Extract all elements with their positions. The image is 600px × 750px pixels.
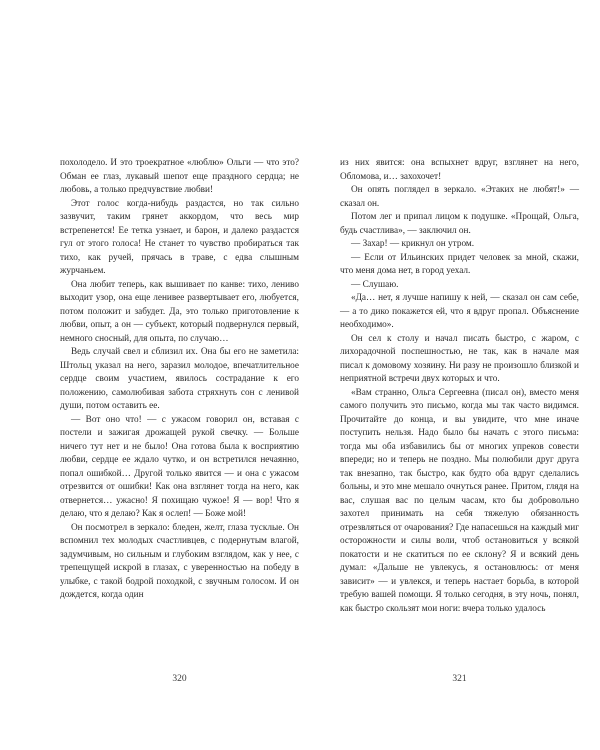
paragraph: Она любит теперь, как вышивает по канве: тихо, лениво выходит узор, она еще ленивее развертывает его, любуется, потом положит и забудет. Да, это только приготовление к любви, опыт, а он — субъект, который подвернулся первый, немного сносный, для опыта, по случаю… [60, 279, 299, 344]
paragraph: Он сел к столу и начал писать быстро, с жаром, с лихорадочной поспешностью, не так, как в начале мая писал к домовому хозяину. Ни разу не произошло близкой и неприятной встречи двух которых и что. [340, 333, 579, 384]
page-number-right: 321 [452, 674, 467, 684]
paragraph: Он посмотрел в зеркало: бледен, желт, глаза тусклые. Он вспомнил тех молодых счастливцев, с подернутым влагой, задумчивым, но сильным и глубоким взглядом, как у нее, с трепещущей искрой в глазах, с уверенностью на победу в улыбке, с такой бодрой походкой, с звучным голосом. И он дождется, когда один [60, 522, 299, 600]
page-number-left: 320 [172, 674, 187, 684]
paragraph: — Вот оно что! — с ужасом говорил он, вставая с постели и зажигая дрожащей рукой свечку. — Больше ничего тут нет и не было! Она готова была к восприятию любви, сердце ее ждало чутко, и он встретился нечаянно, попал ошибкой… Другой только явится — и она с ужасом отрезвится от ошибки! Как она взглянет тогда на него, как отвернется… ужасно! Я похищаю чужое! Я — вор! Что я делаю, что я делаю? Как я ослеп! — Боже мой! [60, 414, 299, 519]
paragraph: — Если от Ильинских придет человек за мной, скажи, что меня дома нет, в город уехал. [340, 252, 579, 276]
paragraph: — Захар! — крикнул он утром. [351, 239, 475, 249]
paragraph: Ведь случай свел и сблизил их. Она бы его не заметила: Штольц указал на него, заразил молодое, впечатлительное сердце своим участием, явилось сострадание к его положению, самолюбивая забота стряхнуть сон с ленивой души, потом оставить ее. [60, 347, 299, 411]
right-page-text [340, 157, 579, 616]
paragraph: похолодело. И это троекратное «люблю» Ольги — что это? Обман ее глаз, лукавый шепот еще праздного сердца; не любовь, а только предчувствие любви! [60, 158, 299, 195]
paragraph: Потом лег и припал лицом к подушке. «Прощай, Ольга, будь счастлива», — заключил он. [340, 212, 579, 236]
paragraph: «Да… нет, я лучше напишу к ней, — сказал он сам себе, — а то дико покажется ей, что я вдруг пропал. Объяснение необходимо». [340, 293, 579, 330]
paragraph: — Слушаю. [351, 279, 399, 290]
paragraph: Он опять поглядел в зеркало. «Этаких не любят!» — сказал он. [340, 185, 579, 209]
paragraph: из них явится: она вспыхнет вдруг, взглянет на него, Обломова, и… захохочет! [340, 158, 579, 182]
paragraph: «Вам странно, Ольга Сергеевна (писал он), вместо меня самого получить это письмо, когда мы так часто видимся. Прочитайте до конца, и вы увидите, что мне иначе поступить нельзя. Надо было бы начать с этого письма: тогда мы оба избавились бы от многих упреков совести впереди; но и теперь не поздно. Мы полюбили друг друга так внезапно, так быстро, как будто оба вдруг сделались больны, и это мне мешало очнуться ранее. Притом, глядя на вас, слушая вас по целым часам, кто бы добровольно захотел принимать на себя тяжелую обязанность отрезвляться от очарования? Где напасешься на каждый миг осторожности и силы воли, чтоб остановиться у всякой покатости и не скатиться по ее склону? Я и всякий день думал: «Дальше не увлекусь, я остановлюсь: от меня зависит» — и увлекся, и теперь настает борьба, в которой требую вашей помощи. Я только сегодня, в эту ночь, понял, как быстро скользят мои ноги: вчера только удалось [340, 387, 579, 614]
left-page-text [60, 157, 299, 603]
paragraph: Этот голос когда-нибудь раздастся, но так сильно зазвучит, таким грянет аккордом, что весь мир встрепенется! Ее тетка узнает, и барон, и далеко раздастся гул от этого голоса! Не станет то чувство пробираться так тихо, как ручей, прячась в траве, с едва слышным журчаньем. [60, 198, 299, 276]
